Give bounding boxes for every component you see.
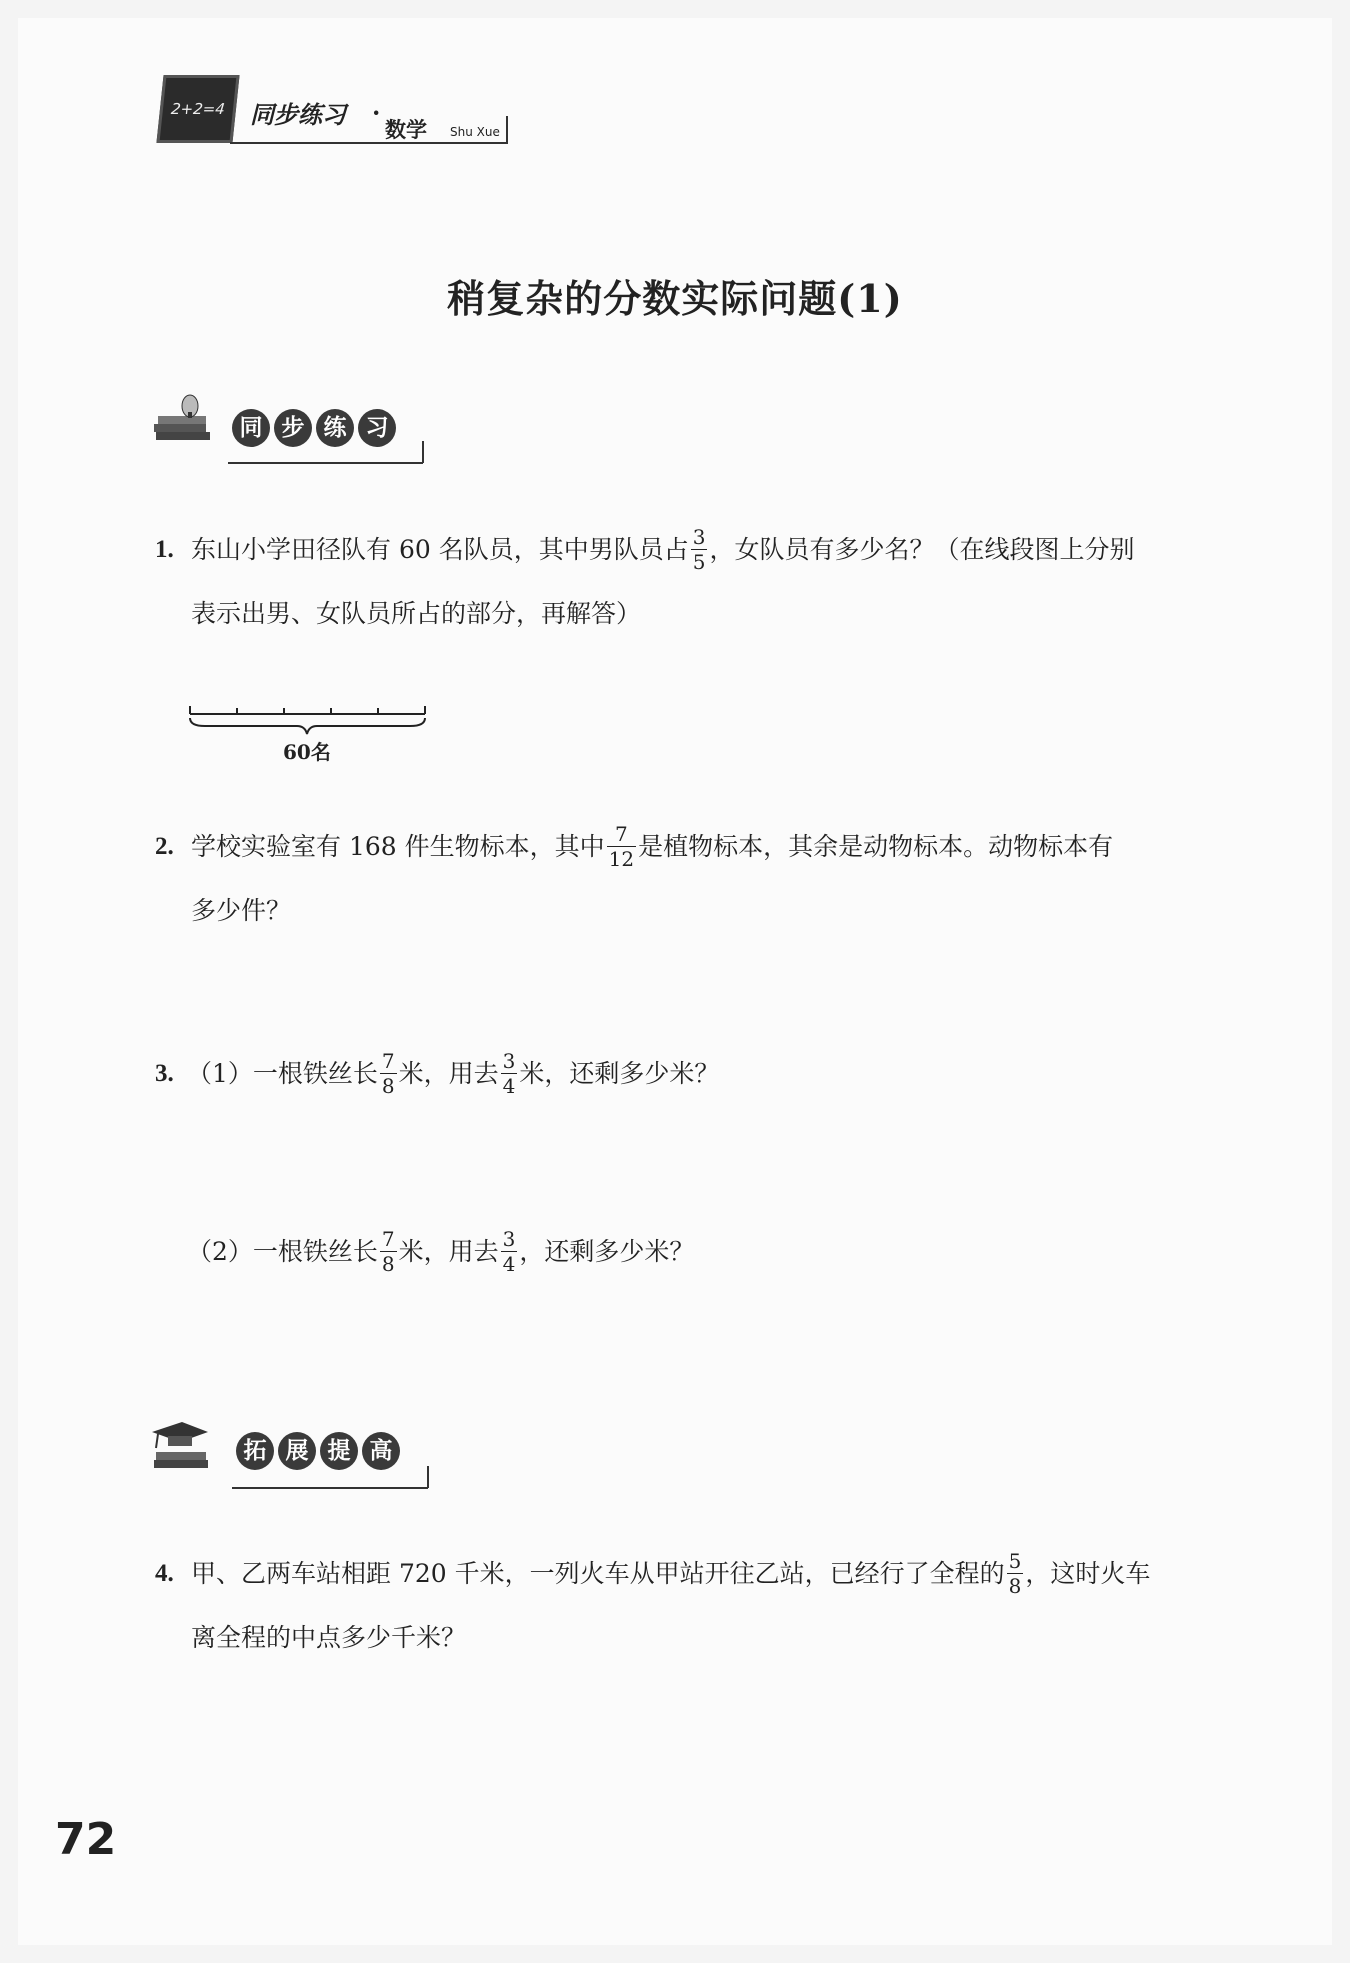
- section-sync-title: [232, 409, 400, 447]
- fraction: [380, 1051, 397, 1096]
- question-number: 2.: [155, 833, 174, 860]
- section-rule: [228, 462, 423, 464]
- fraction: [501, 1229, 518, 1274]
- question-3-part-1: [155, 1042, 1205, 1106]
- section-char: 提: [320, 1432, 358, 1470]
- question-text: 米，还剩多少米？: [519, 1059, 720, 1088]
- fraction: [380, 1229, 397, 1274]
- question-4: [155, 1542, 1205, 1670]
- question-text: 东山小学田径队有 60 名队员，其中男队员占: [191, 535, 689, 564]
- section-rule-end: [422, 441, 424, 463]
- question-number: 4.: [155, 1560, 174, 1587]
- section-char: 习: [358, 409, 396, 447]
- section-char: 展: [278, 1432, 316, 1470]
- question-text: （1）一根铁丝长: [187, 1059, 378, 1088]
- section-char: 步: [274, 409, 312, 447]
- question-3-part-2: [187, 1220, 1187, 1284]
- numerator: 7: [614, 822, 628, 846]
- section-rule-end: [427, 1466, 429, 1488]
- header-dot: ·: [372, 98, 381, 127]
- chalkboard-text: 2+2=4: [170, 100, 226, 118]
- question-2: [155, 815, 1205, 943]
- question-number: 3.: [155, 1060, 174, 1087]
- numerator: 7: [381, 1227, 395, 1251]
- denominator: 8: [381, 1074, 395, 1098]
- fraction: [501, 1051, 518, 1096]
- page-title: 稍复杂的分数实际问题(1): [447, 276, 903, 321]
- header-rule: [230, 142, 508, 144]
- question-text: ，还剩多少米？: [519, 1237, 695, 1266]
- numerator: 3: [692, 525, 706, 549]
- section-char: 拓: [236, 1432, 274, 1470]
- question-text-line2: 离全程的中点多少千米？: [191, 1623, 467, 1652]
- question-text: 学校实验室有 168 件生物标本，其中: [191, 832, 605, 861]
- page-number: 72: [55, 1814, 117, 1865]
- fraction: [691, 527, 708, 572]
- section-extend-title: [236, 1432, 404, 1470]
- question-text: ，女队员有多少名？（在线段图上分别: [709, 535, 1135, 564]
- question-text-line2: 多少件？: [191, 896, 292, 925]
- question-1: [155, 518, 1205, 646]
- header-rule-end: [506, 116, 508, 143]
- question-text: （2）一根铁丝长: [187, 1237, 378, 1266]
- section-rule: [232, 1487, 428, 1489]
- fraction: [1007, 1551, 1024, 1596]
- question-text: ，这时火车: [1025, 1559, 1151, 1588]
- segment-label: 60名: [283, 740, 331, 764]
- denominator: 4: [502, 1074, 516, 1098]
- book-lamp-icon: [152, 390, 212, 444]
- denominator: 8: [1008, 1574, 1022, 1598]
- denominator: 12: [608, 847, 635, 871]
- numerator: 7: [381, 1049, 395, 1073]
- question-text: 米，用去: [398, 1237, 499, 1266]
- question-text: 米，用去: [398, 1059, 499, 1088]
- question-number: 1.: [155, 536, 174, 563]
- denominator: 8: [381, 1252, 395, 1276]
- question-text: 甲、乙两车站相距 720 千米，一列火车从甲站开往乙站，已经行了全程的: [191, 1559, 1005, 1588]
- question-text-line2: 表示出男、女队员所占的部分，再解答）: [191, 599, 642, 628]
- denominator: 5: [692, 550, 706, 574]
- section-char: 同: [232, 409, 270, 447]
- graduation-cap-icon: [150, 1418, 210, 1472]
- section-char: 高: [362, 1432, 400, 1470]
- series-name: 同步练习: [250, 101, 346, 129]
- numerator: 5: [1008, 1549, 1022, 1573]
- numerator: 3: [502, 1227, 516, 1251]
- question-3: [155, 1042, 1205, 1106]
- denominator: 4: [502, 1252, 516, 1276]
- fraction: [607, 824, 636, 869]
- chalkboard-icon: [156, 75, 239, 143]
- numerator: 3: [502, 1049, 516, 1073]
- subject-pinyin: Shu Xue: [450, 125, 500, 139]
- question-text: 是植物标本，其余是动物标本。动物标本有: [638, 832, 1114, 861]
- section-char: 练: [316, 409, 354, 447]
- subject-label: 数学: [385, 118, 427, 142]
